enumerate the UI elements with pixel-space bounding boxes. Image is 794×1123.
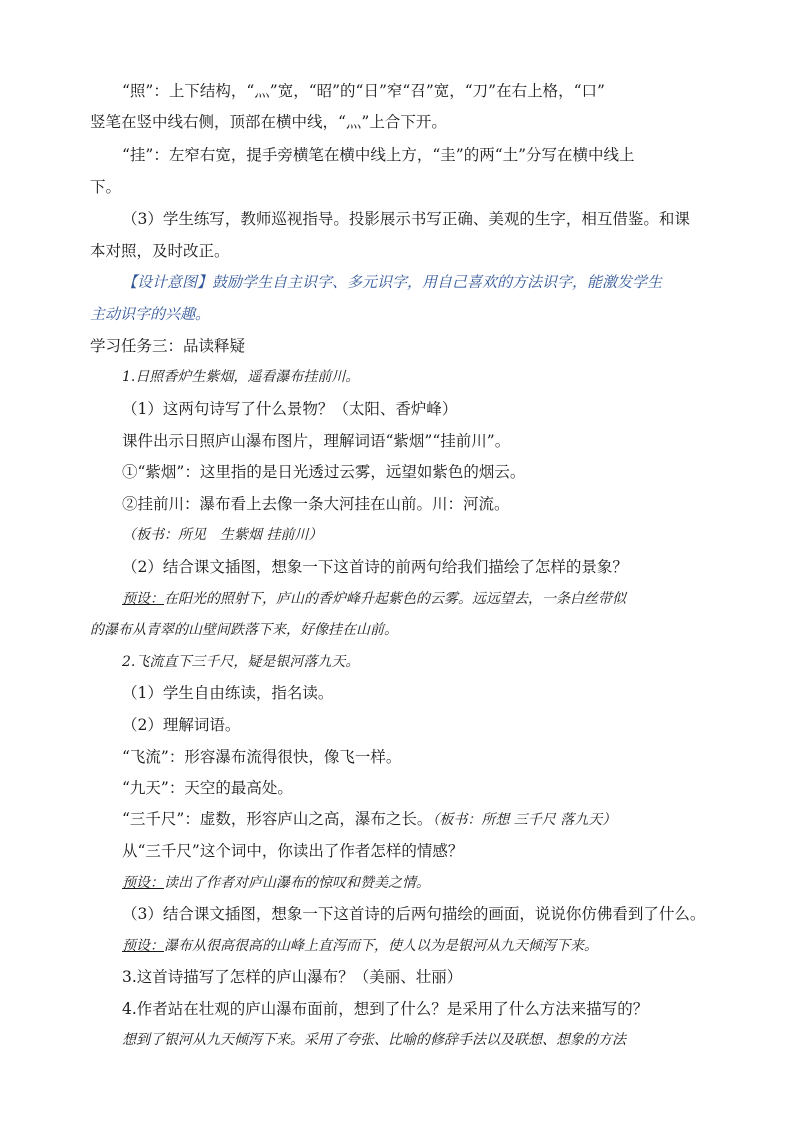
preset-text: 瀑布从很高很高的山峰上直泻而下，使人以为是银河从九天倾泻下来。 [164,938,598,954]
answer-4: 想到了银河从九天倾泻下来。采用了夸张、比喻的修辞手法以及联想、想象的方法 [122,1032,626,1048]
definition-san-qian-chi-text: “三千尺”：虚数，形容庐山之高，瀑布之长。 [122,810,433,828]
design-intent-1: 【设计意图】鼓励学生自主识字、多元识字，用自己喜欢的方法识字，能激发学生 [122,273,663,291]
paragraph-practice-2: 本对照，及时改正。 [90,242,230,260]
definition-fei-liu: “飞流”：形容瀑布流得很快，像飞一样。 [122,748,402,766]
question-4: 4.作者站在壮观的庐山瀑布面前，想到了什么？是采用了什么方法来描写的？ [122,1000,649,1018]
definition-san-qian-chi [122,808,616,831]
question-1-1: （1）这两句诗写了什么景物？（太阳、香炉峰） [122,400,458,418]
question-2-2: （2）理解词语。 [122,716,241,734]
preset-text: 在阳光的照射下，庐山的香炉峰升起紫色的云雾。远远望去，一条白丝带似 [164,591,626,607]
blackboard-note-1: （板书：所见 生紫烟 挂前川） [122,527,323,543]
preset-label: 预设： [122,875,164,891]
preset-label: 预设： [122,591,164,607]
definition-zi-yan: ①“紫烟”：这里指的是日光透过云雾，远望如紫色的烟云。 [122,463,526,481]
section-heading-task-3: 学习任务三：品读释疑 [90,337,246,355]
question-3: 3.这首诗描写了怎样的庐山瀑布？（美丽、壮丽） [122,968,463,986]
preset-answer-1 [122,588,626,610]
definition-jiu-tian: “九天”：天空的最高处。 [122,779,293,797]
poem-line-1: 1.日照香炉生紫烟，遥看瀑布挂前川。 [122,369,360,385]
preset-answer-2 [122,872,430,894]
poem-line-2: 2.飞流直下三千尺，疑是银河落九天。 [122,654,360,670]
paragraph-gua-2: 下。 [90,178,122,196]
question-1-2: （2）结合课文插图，想象一下这首诗的前两句给我们描绘了怎样的景象？ [122,558,628,576]
question-2-1: （1）学生自由练读，指名读。 [122,684,334,702]
design-intent-2: 主动识字的兴趣。 [90,305,211,323]
preset-label: 预设： [122,938,164,954]
paragraph-practice-1: （3）学生练写，教师巡视指导。投影展示书写正确、美观的生字，相互借鉴。和课 [122,210,690,228]
preset-answer-3 [122,935,598,957]
preset-answer-1-cont: 的瀑布从青翠的山壁间跌落下来，好像挂在山前。 [90,622,398,638]
definition-gua-qian-chuan: ②挂前川：瀑布看上去像一条大河挂在山前。川：河流。 [122,495,510,513]
paragraph-zhao-1: “照”：上下结构，“灬”宽，“昭”的“日”窄“召”宽，“刀”在右上格，“口” [122,82,605,100]
courseware-note: 课件出示日照庐山瀑布图片，理解词语“紫烟”“挂前川”。 [122,432,511,450]
question-2-3: （3）结合课文插图，想象一下这首诗的后两句描绘的画面，说说你仿佛看到了什么。 [122,905,706,923]
paragraph-zhao-2: 竖笔在竖中线右侧，顶部在横中线，“灬”上合下开。 [90,113,447,131]
paragraph-gua-1: “挂”：左窄右宽，提手旁横笔在横中线上方，“圭”的两“土”分写在横中线上 [122,146,635,164]
preset-text: 读出了作者对庐山瀑布的惊叹和赞美之情。 [164,875,430,891]
question-emotion: 从“三千尺”这个词中，你读出了作者怎样的情感？ [122,842,464,860]
blackboard-note-2: （板书：所想 三千尺 落九天） [432,812,617,828]
